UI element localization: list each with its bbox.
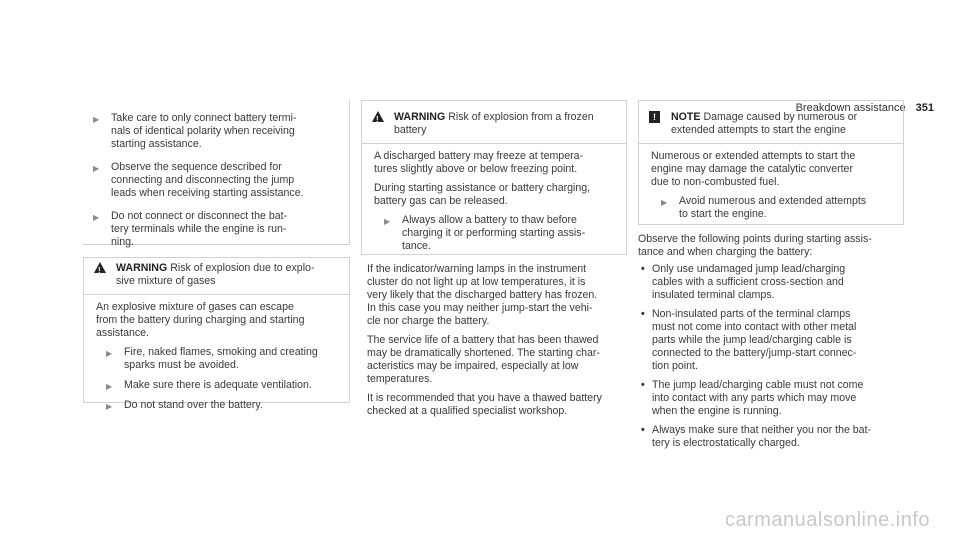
step-text: Avoid numerous and extended attempts to start the engine.	[679, 195, 867, 220]
step-item	[83, 210, 349, 249]
step-item	[96, 379, 341, 392]
step-item	[83, 161, 349, 200]
step-text: Fire, naked flames, smoking and creating sparks must be avoided.	[124, 346, 318, 371]
step-item	[83, 112, 349, 151]
warning-box-frozen	[361, 100, 627, 255]
note-exclamation-icon: !	[649, 111, 660, 123]
arrow-icon: ▶	[93, 164, 100, 173]
bullet-item	[638, 424, 904, 450]
warning-header	[362, 101, 626, 144]
note-title: Damage caused by numerous or extended attempts to start the engine	[671, 111, 858, 136]
step-item	[374, 214, 618, 253]
arrow-icon: ▶	[106, 382, 113, 391]
paragraph: The service life of a battery that has been thawed may be dramatically shortened. The starting char- acteristics may be impaired, especially at low temperatures.	[367, 334, 600, 385]
bullet-icon: •	[641, 424, 645, 436]
warning-body: An explosive mixture of gases can escape from the battery during charging and starting assistance.	[96, 301, 305, 339]
arrow-icon: ▶	[661, 198, 668, 207]
watermark-logo: carmanualsonline.info	[724, 509, 930, 531]
bullet-text: Always make sure that neither you nor the bat- tery is electrostatically charged.	[652, 424, 872, 449]
column-2-text	[367, 263, 627, 424]
warning-title: Risk of explosion from a frozen battery	[394, 111, 594, 136]
arrow-icon: ▶	[384, 217, 391, 226]
page-number: 351	[915, 102, 934, 114]
warning-box-gases	[83, 257, 350, 411]
arrow-icon: ▶	[106, 402, 113, 411]
step-text: Take care to only connect battery termi- nals of identical polarity when receiving starting assistance.	[111, 112, 297, 150]
warning-title: Risk of explosion due to explo- sive mixture of gases	[116, 262, 315, 287]
warning-triangle-icon: !	[94, 262, 106, 273]
paragraph: It is recommended that you have a thawed battery checked at a qualified specialist workshop.	[367, 392, 602, 417]
arrow-icon: ▶	[93, 115, 100, 124]
bullet-icon: •	[641, 308, 645, 320]
warning-paragraph: During starting assistance or battery charging, battery gas can be released.	[374, 182, 591, 207]
bullet-text: Only use undamaged jump lead/charging cables with a sufficient cross-section and insulated terminal clamps.	[652, 263, 846, 301]
warning-keyword: WARNING	[116, 262, 168, 274]
step-text: Do not stand over the battery.	[124, 399, 263, 411]
note-body: Numerous or extended attempts to start the engine may damage the catalytic converter due to non-combusted fuel.	[651, 150, 856, 188]
bullet-item	[638, 379, 904, 418]
steps-box	[83, 100, 350, 248]
step-text: Do not connect or disconnect the bat- tery terminals while the engine is run- ning.	[111, 210, 288, 248]
bullet-text: The jump lead/charging cable must not come into contact with any parts which may move when the engine is running.	[652, 379, 864, 417]
bullet-icon: •	[641, 263, 645, 275]
bullet-icon: •	[641, 379, 645, 391]
step-text: Always allow a battery to thaw before charging it or performing starting assis- tance.	[402, 214, 586, 252]
bullet-item	[638, 308, 904, 373]
note-box	[638, 100, 904, 225]
paragraph: If the indicator/warning lamps in the instrument cluster do not light up at low temperatures, it is very likely that the discharged battery has frozen. In this case you may neither jump-start the vehi- cle nor charge the battery.	[367, 263, 598, 327]
warning-header	[84, 258, 349, 295]
step-item	[96, 399, 341, 412]
warning-paragraph: A discharged battery may freeze at tempera- tures slightly above or below freezing point.	[374, 150, 584, 175]
arrow-icon: ▶	[93, 213, 100, 222]
arrow-icon: ▶	[106, 349, 113, 358]
intro-paragraph: Observe the following points during starting assis- tance and when charging the battery:	[638, 233, 872, 258]
bullet-text: Non-insulated parts of the terminal clamps must not come into contact with other metal parts while the jump lead/charging cable is connected to the battery/jump-start connec- tion point.	[652, 308, 857, 372]
section-title: Breakdown assistance	[795, 102, 906, 114]
step-item	[96, 346, 341, 372]
step-text: Observe the sequence described for connecting and disconnecting the jump leads when receiving starting assistance.	[111, 161, 304, 199]
step-text: Make sure there is adequate ventilation.	[124, 379, 312, 391]
note-keyword: NOTE	[671, 111, 701, 123]
warning-triangle-icon: !	[372, 111, 384, 122]
bullet-item	[638, 263, 904, 302]
warning-keyword: WARNING	[394, 111, 446, 123]
step-item	[651, 195, 895, 221]
column-3-text	[638, 233, 904, 456]
note-header	[639, 101, 903, 144]
